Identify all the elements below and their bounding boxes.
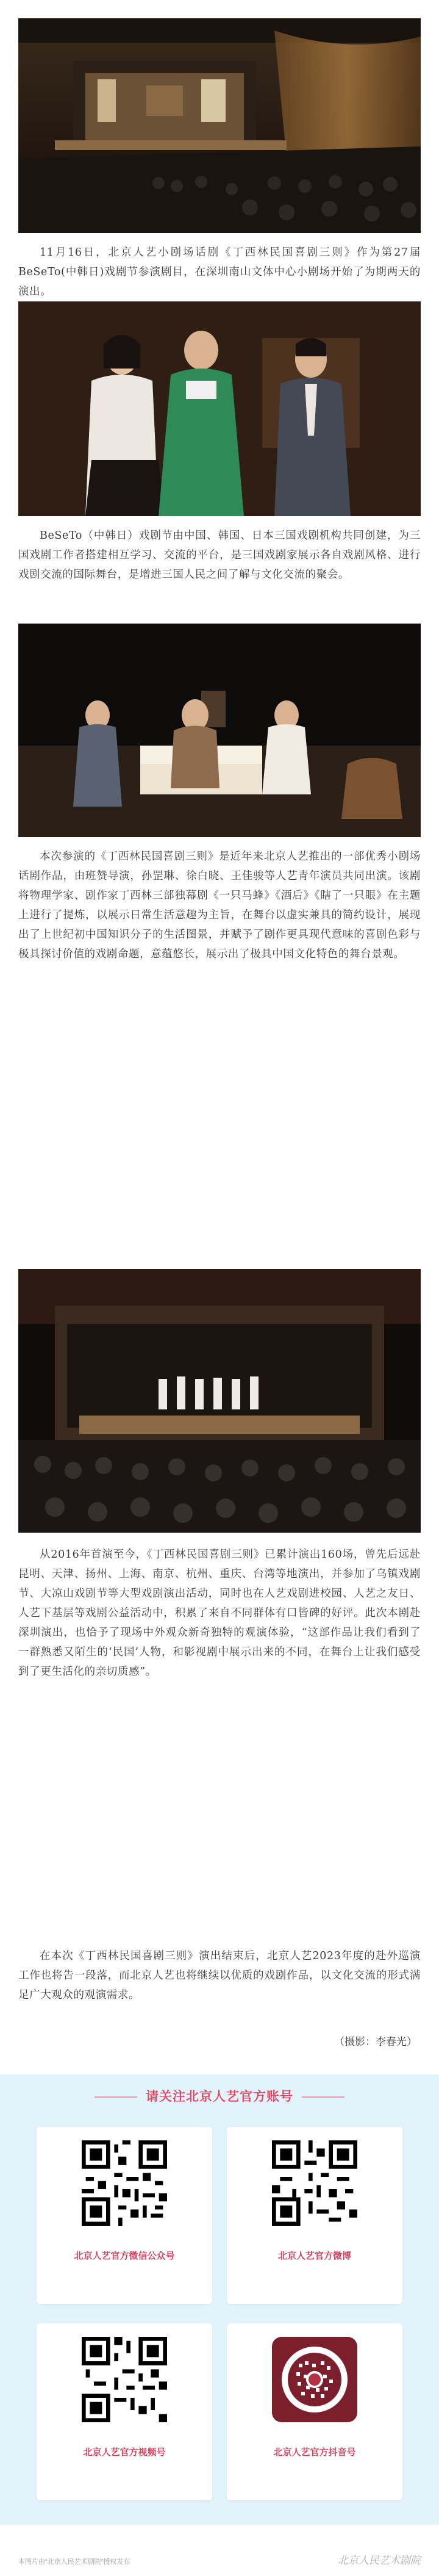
article-paragraph-4: 从2016年首演至今，《丁西林民国喜剧三则》已累计演出160场，曾先后远赴昆明、天津、扬州、上海、南京、杭州、重庆、台湾等地演出，并参加了乌镇戏剧节、大凉山戏剧节等大型戏剧演出活动，同时也在人艺戏剧进校园、人艺之友日、人艺下基层等戏剧公益活动中，积累了来自不同群体有口皆碑的好评。此次本剧赴深圳演出，也恰予了现场中外观众新奇独特的观演体验，“这部作品让我们看到了一群熟悉又陌生的‘民国’人物，和影视剧中展示出来的不同，在舞台上让我们感受到了更生活化的亲切质感”。 (18, 1549, 421, 1678)
footer-source-note: 本图片由“北京人民艺术剧院”授权发布 (18, 2558, 130, 2566)
curtain-call-photo (18, 1269, 421, 1533)
footer (0, 2525, 439, 2576)
account-card-wechat[interactable] (37, 2127, 212, 2304)
account-card-channels[interactable] (37, 2323, 212, 2500)
qr-code-icon (82, 2140, 167, 2226)
account-card-douyin[interactable] (227, 2323, 402, 2500)
theatre-auditorium-photo (18, 18, 421, 233)
follow-title: 请关注北京人艺官方账号 (0, 2087, 439, 2105)
article-paragraph-1: 11月16日，北京人艺小剧场话剧《丁西林民国喜剧三则》作为第27届BeSeTo(中韩日)戏剧节参演剧目，在深圳南山文体中心小剧场开始了为期两天的演出。 (18, 246, 421, 298)
article-paragraph-5: 在本次《丁西林民国喜剧三则》演出结束后，北京人艺2023年度的赴外巡演工作也将告一段落，而北京人艺也将继续以优质的戏剧作品，以文化交流的形式满足广大观众的观演需求。 (18, 1950, 421, 2001)
douyin-qr-code-icon (272, 2337, 357, 2422)
account-label-weibo: 北京人艺官方微博 (277, 2251, 351, 2261)
account-label-wechat: 北京人艺官方微信公众号 (74, 2251, 175, 2261)
actors-stage-photo (18, 301, 421, 516)
article-paragraph-3: 本次参演的《丁西林民国喜剧三则》是近年来北京人艺推出的一部优秀小剧场话剧作品，由班赞导演，孙罡琳、徐白晓、王佳骏等人艺青年演员共同出演。该剧将物理学家、剧作家丁西林三部独幕剧《一只马蜂》《酒后》《瞎了一只眼》在主题上进行了提炼，以展示日常生活意趣为主旨，在舞台以虚实兼具的简约设计，展现出了上世纪初中国知识分子的生活图景，并赋予了剧作更具现代意味的喜剧色彩与极具探讨价值的戏剧命题，意蕴悠长，展示出了极具中国文化特色的舞台景观。 (18, 851, 421, 960)
account-label-channels: 北京人艺官方视频号 (83, 2447, 166, 2458)
account-label-douyin: 北京人艺官方抖音号 (273, 2447, 356, 2458)
footer-watermark: 北京人民艺术剧院 (338, 2555, 421, 2567)
stage-scene-photo (18, 624, 421, 837)
article-paragraph-2: BeSeTo（中韩日）戏剧节由中国、韩国、日本三国戏剧机构共同创建，为三国戏剧工作者搭建相互学习、交流的平台，是三国戏剧家展示各自戏剧风格、进行戏剧交流的国际舞台，是增进三国人民之间了解与文化交流的聚会。 (18, 530, 421, 581)
qr-code-icon (272, 2140, 357, 2226)
qr-code-icon (82, 2337, 167, 2422)
account-card-weibo[interactable] (227, 2127, 402, 2304)
photo-credit: （摄影：李春光） (334, 2036, 417, 2048)
